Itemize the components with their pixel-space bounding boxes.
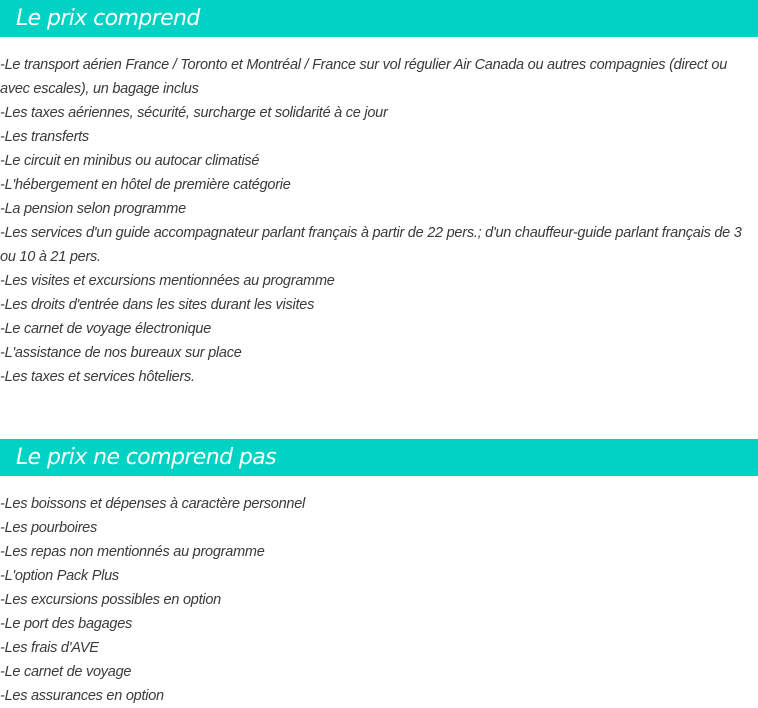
list-item: -Les taxes aériennes, sécurité, surcharge et solidarité à ce jour <box>0 105 388 121</box>
list-item: -L'option Pack Plus <box>0 568 119 584</box>
not-included-list <box>0 492 758 708</box>
list-item: -Les visites et excursions mentionnées au programme <box>0 273 335 289</box>
included-section-title: Le prix comprend <box>16 5 200 31</box>
list-item: -Le port des bagages <box>0 616 133 632</box>
list-item: -Le carnet de voyage <box>0 664 132 680</box>
not-included-section-title: Le prix ne comprend pas <box>16 444 276 470</box>
list-item: -Les repas non mentionnés au programme <box>0 544 265 560</box>
list-item: -Les assurances en option <box>0 688 164 704</box>
list-item: -Le circuit en minibus ou autocar climatisé <box>0 153 260 169</box>
list-item: -Le transport aérien France / Toronto et Montréal / France sur vol régulier Air Canada ou autres compagnies (direct ou avec escales), un bagage inclus <box>0 57 728 97</box>
list-item: -Les excursions possibles en option <box>0 592 221 608</box>
included-list <box>0 53 758 389</box>
list-item: -Les boissons et dépenses à caractère personnel <box>0 496 306 512</box>
list-item: -Les services d'un guide accompagnateur parlant français à partir de 22 pers.; d'un chauffeur-guide parlant français de 3 ou 10 à 21 pers. <box>0 225 742 265</box>
list-item: -L'assistance de nos bureaux sur place <box>0 345 242 361</box>
list-item: -Les taxes et services hôteliers. <box>0 369 195 385</box>
included-section-header <box>0 0 758 37</box>
list-item: -Les frais d'AVE <box>0 640 99 656</box>
list-item: -Le carnet de voyage électronique <box>0 321 212 337</box>
list-item: -L'hébergement en hôtel de première catégorie <box>0 177 291 193</box>
list-item: -Les pourboires <box>0 520 97 536</box>
list-item: -La pension selon programme <box>0 201 186 217</box>
not-included-section-header <box>0 439 758 476</box>
list-item: -Les droits d'entrée dans les sites durant les visites <box>0 297 315 313</box>
list-item: -Les transferts <box>0 129 89 145</box>
